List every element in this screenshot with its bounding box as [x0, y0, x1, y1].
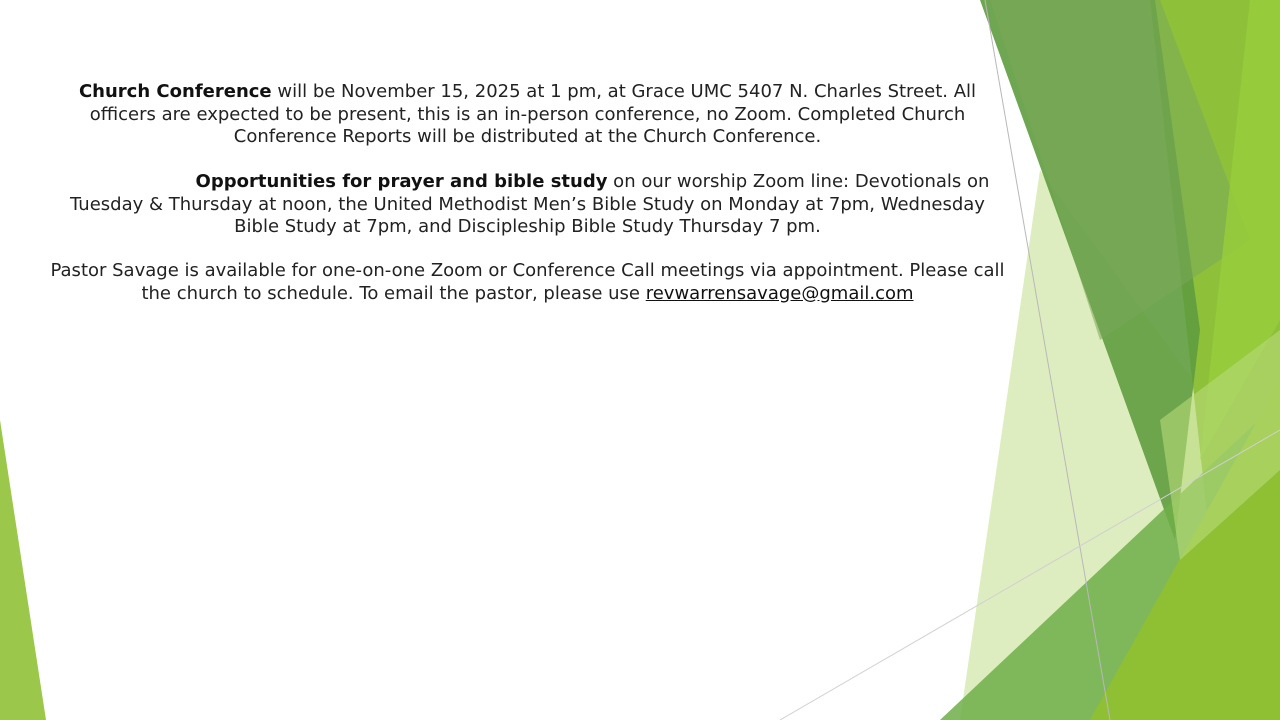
paragraph-2-line-1 — [40, 171, 1015, 194]
opportunities-heading: Opportunities for prayer and bible study — [195, 171, 608, 192]
paragraph-3-line-2-text: the church to schedule. To email the pastor, please use — [141, 282, 646, 304]
paragraph-2-line-2: Tuesday & Thursday at noon, the United Methodist Men’s Bible Study on Monday at 7pm, Wednesday — [70, 193, 985, 215]
pastor-email-link[interactable]: revwarrensavage@gmail.com — [645, 282, 914, 304]
paragraph-3-line-1: Pastor Savage is available for one-on-one Zoom or Conference Call meetings via appointment. Please call — [50, 260, 1005, 281]
paragraph-1-line-1 — [40, 81, 1015, 104]
left-green-triangle — [0, 420, 46, 720]
church-conference-paragraph — [40, 81, 1015, 149]
pastor-contact-paragraph — [40, 260, 1015, 305]
paragraph-1-line-2: officers are expected to be present, this is an in-person conference, no Zoom. Completed Church — [89, 103, 966, 125]
bible-study-paragraph — [40, 171, 1015, 239]
church-conference-heading: Church Conference — [78, 81, 272, 102]
paragraph-1-line-3: Conference Reports will be distributed at the Church Conference. — [233, 126, 822, 147]
paragraph-2-line-1-text: on our worship Zoom line: Devotionals on — [607, 171, 990, 192]
paragraph-2-line-3: Bible Study at 7pm, and Discipleship Bible Study Thursday 7 pm. — [234, 216, 821, 237]
paragraph-3-line-2 — [40, 283, 1015, 306]
paragraph-1-line-1-text: will be November 15, 2025 at 1 pm, at Grace UMC 5407 N. Charles Street. All — [271, 81, 977, 102]
